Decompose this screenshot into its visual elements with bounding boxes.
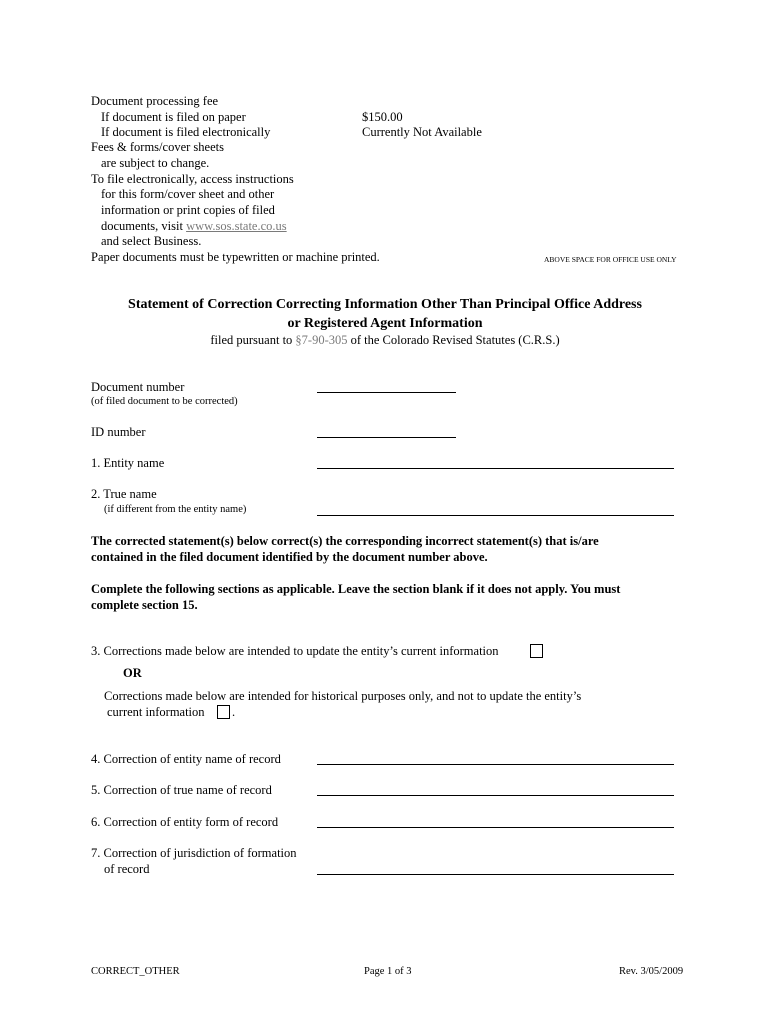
- correction-entity-name-label: 4. Correction of entity name of record: [91, 752, 281, 766]
- correction-jurisdiction-label-line2: of record: [104, 862, 150, 876]
- fee-electronic-value: Currently Not Available: [362, 125, 482, 139]
- fee-paper-value: $150.00: [362, 110, 403, 124]
- fees-change-line1: Fees & forms/cover sheets: [91, 140, 224, 154]
- correction-jurisdiction-label-line1: 7. Correction of jurisdiction of formation: [91, 846, 297, 860]
- fee-paper-label: If document is filed on paper: [101, 110, 246, 124]
- instructions-line4: [101, 219, 287, 234]
- form-title-line1: Statement of Correction Correcting Information Other Than Principal Office Address: [128, 297, 642, 312]
- instructions-line1: To file electronically, access instructions: [91, 172, 294, 186]
- sos-website-link[interactable]: www.sos.state.co.us: [186, 219, 287, 233]
- entity-name-field[interactable]: [317, 468, 674, 469]
- subtitle-post: of the Colorado Revised Statutes (C.R.S.): [347, 333, 560, 347]
- correction-jurisdiction-field[interactable]: [317, 874, 674, 875]
- section3-historical-line2: current information: [107, 705, 205, 719]
- section3-historical-line1: Corrections made below are intended for historical purposes only, and not to update the entity’s: [104, 689, 582, 703]
- historical-period: .: [232, 705, 236, 719]
- id-number-field[interactable]: [317, 437, 456, 438]
- correction-true-name-field[interactable]: [317, 795, 674, 796]
- id-number-label: ID number: [91, 425, 146, 439]
- document-number-note: (of filed document to be corrected): [91, 396, 238, 407]
- historical-info-checkbox[interactable]: [217, 705, 230, 719]
- current-info-checkbox[interactable]: [530, 644, 543, 658]
- instructions-line4-text: documents, visit: [101, 219, 187, 233]
- fee-electronic-label: If document is filed electronically: [101, 125, 271, 139]
- correction-entity-form-label: 6. Correction of entity form of record: [91, 815, 279, 829]
- paper-documents-note: Paper documents must be typewritten or machine printed.: [91, 250, 380, 264]
- correction-entity-name-field[interactable]: [317, 764, 674, 765]
- fee-title: Document processing fee: [91, 94, 219, 108]
- corrected-statement-line1: The corrected statement(s) below correct(s) the corresponding incorrect statement(s) that is/are: [91, 534, 599, 548]
- complete-sections-line1: Complete the following sections as applicable. Leave the section blank if it does not apply. You must: [91, 582, 621, 596]
- form-subtitle: [0, 333, 770, 348]
- footer-revision: Rev. 3/05/2009: [619, 966, 684, 977]
- section3-current-label: 3. Corrections made below are intended to update the entity’s current information: [91, 644, 499, 658]
- true-name-field[interactable]: [317, 515, 674, 516]
- true-name-label: 2. True name: [91, 487, 157, 501]
- office-use-label: ABOVE SPACE FOR OFFICE USE ONLY: [544, 255, 677, 264]
- correction-true-name-label: 5. Correction of true name of record: [91, 783, 272, 797]
- correction-entity-form-field[interactable]: [317, 827, 674, 828]
- corrected-statement-line2: contained in the filed document identified by the document number above.: [91, 550, 488, 564]
- footer-form-id: CORRECT_OTHER: [91, 966, 180, 977]
- or-label: OR: [123, 666, 142, 680]
- entity-name-label: 1. Entity name: [91, 456, 165, 470]
- true-name-note: (if different from the entity name): [104, 504, 247, 515]
- statute-link[interactable]: §7-90-305: [295, 333, 348, 347]
- document-number-label: Document number: [91, 380, 185, 394]
- subtitle-pre: filed pursuant to: [210, 333, 296, 347]
- fees-change-line2: are subject to change.: [101, 156, 210, 170]
- footer-page-number: Page 1 of 3: [364, 966, 412, 977]
- instructions-line5: and select Business.: [101, 234, 202, 248]
- form-title-line2: or Registered Agent Information: [287, 316, 483, 331]
- document-number-field[interactable]: [317, 392, 456, 393]
- instructions-line2: for this form/cover sheet and other: [101, 187, 275, 201]
- complete-sections-line2: complete section 15.: [91, 598, 198, 612]
- instructions-line3: information or print copies of filed: [101, 203, 275, 217]
